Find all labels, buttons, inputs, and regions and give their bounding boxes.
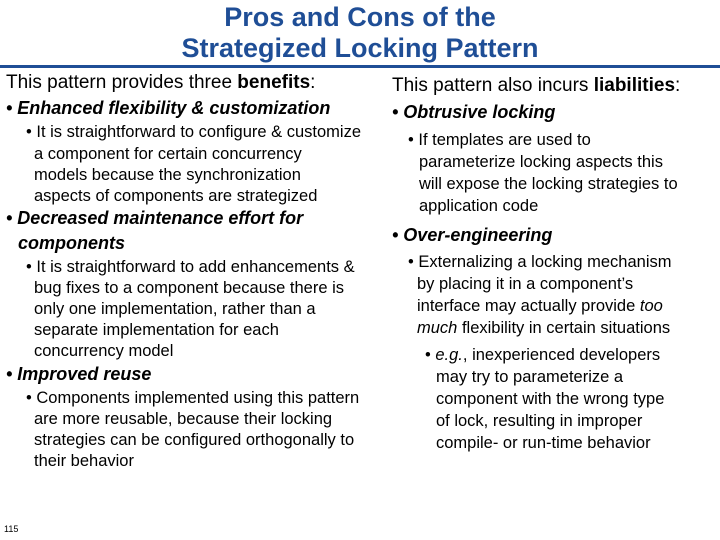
benefit-1-sub-line: • It is straightforward to configure & customize: [26, 123, 361, 141]
benefit-3-sub-line: their behavior: [34, 452, 134, 470]
liability-2-subsub-line: compile- or run-time behavior: [436, 434, 651, 452]
benefit-2-sub-line: • It is straightforward to add enhancements &: [26, 258, 355, 276]
benefit-1-sub-line: aspects of components are strategized: [34, 187, 318, 205]
benefit-heading-maintenance: • Decreased maintenance effort for: [6, 208, 304, 228]
benefit-heading-maintenance-cont: components: [18, 233, 126, 253]
page-number: 115: [4, 524, 19, 534]
liability-2-subsub-line: may try to parameterize a: [436, 368, 624, 386]
benefit-2-sub-line: separate implementation for each: [34, 321, 279, 339]
liability-1-sub-line: will expose the locking strategies to: [419, 175, 678, 193]
benefit-heading-reuse: • Improved reuse: [6, 364, 152, 384]
benefit-2-sub-line: concurrency model: [34, 342, 174, 360]
benefit-3-sub-line: • Components implemented using this pattern: [26, 389, 360, 407]
liabilities-intro: This pattern also incurs liabilities:: [392, 75, 681, 96]
title-underline: [0, 65, 720, 68]
liability-2-sub-line: interface may actually provide too: [417, 297, 663, 315]
page-title-line-2: Strategized Locking Pattern: [181, 33, 539, 63]
benefit-1-sub-line: models because the synchronization: [34, 166, 301, 184]
benefits-intro: This pattern provides three benefits:: [6, 72, 316, 93]
liability-2-subsub-line: • e.g., inexperienced developers: [425, 346, 661, 364]
liability-1-sub-line: • If templates are used to: [408, 131, 591, 149]
benefit-3-sub-line: are more reusable, because their locking: [34, 410, 333, 428]
benefit-2-sub-line: bug fixes to a component because there is: [34, 279, 345, 297]
page-title-line-1: Pros and Cons of the: [224, 2, 496, 32]
liability-heading-overengineering: • Over-engineering: [392, 225, 553, 245]
benefit-1-sub-line: a component for certain concurrency: [34, 145, 302, 163]
benefit-heading-flexibility: • Enhanced flexibility & customization: [6, 98, 331, 118]
liability-heading-obtrusive: • Obtrusive locking: [392, 102, 556, 122]
benefit-2-sub-line: only one implementation, rather than a: [34, 300, 316, 318]
liability-1-sub-line: application code: [419, 197, 539, 215]
benefit-3-sub-line: strategies can be configured orthogonally to: [34, 431, 355, 449]
liability-1-sub-line: parameterize locking aspects this: [419, 153, 663, 171]
liability-2-sub-line: by placing it in a component’s: [417, 275, 634, 293]
liability-2-sub-line: much flexibility in certain situations: [417, 319, 671, 337]
liability-2-sub-line: • Externalizing a locking mechanism: [408, 253, 672, 271]
liability-2-subsub-line: component with the wrong type: [436, 390, 665, 408]
liability-2-subsub-line: of lock, resulting in improper: [436, 412, 643, 430]
